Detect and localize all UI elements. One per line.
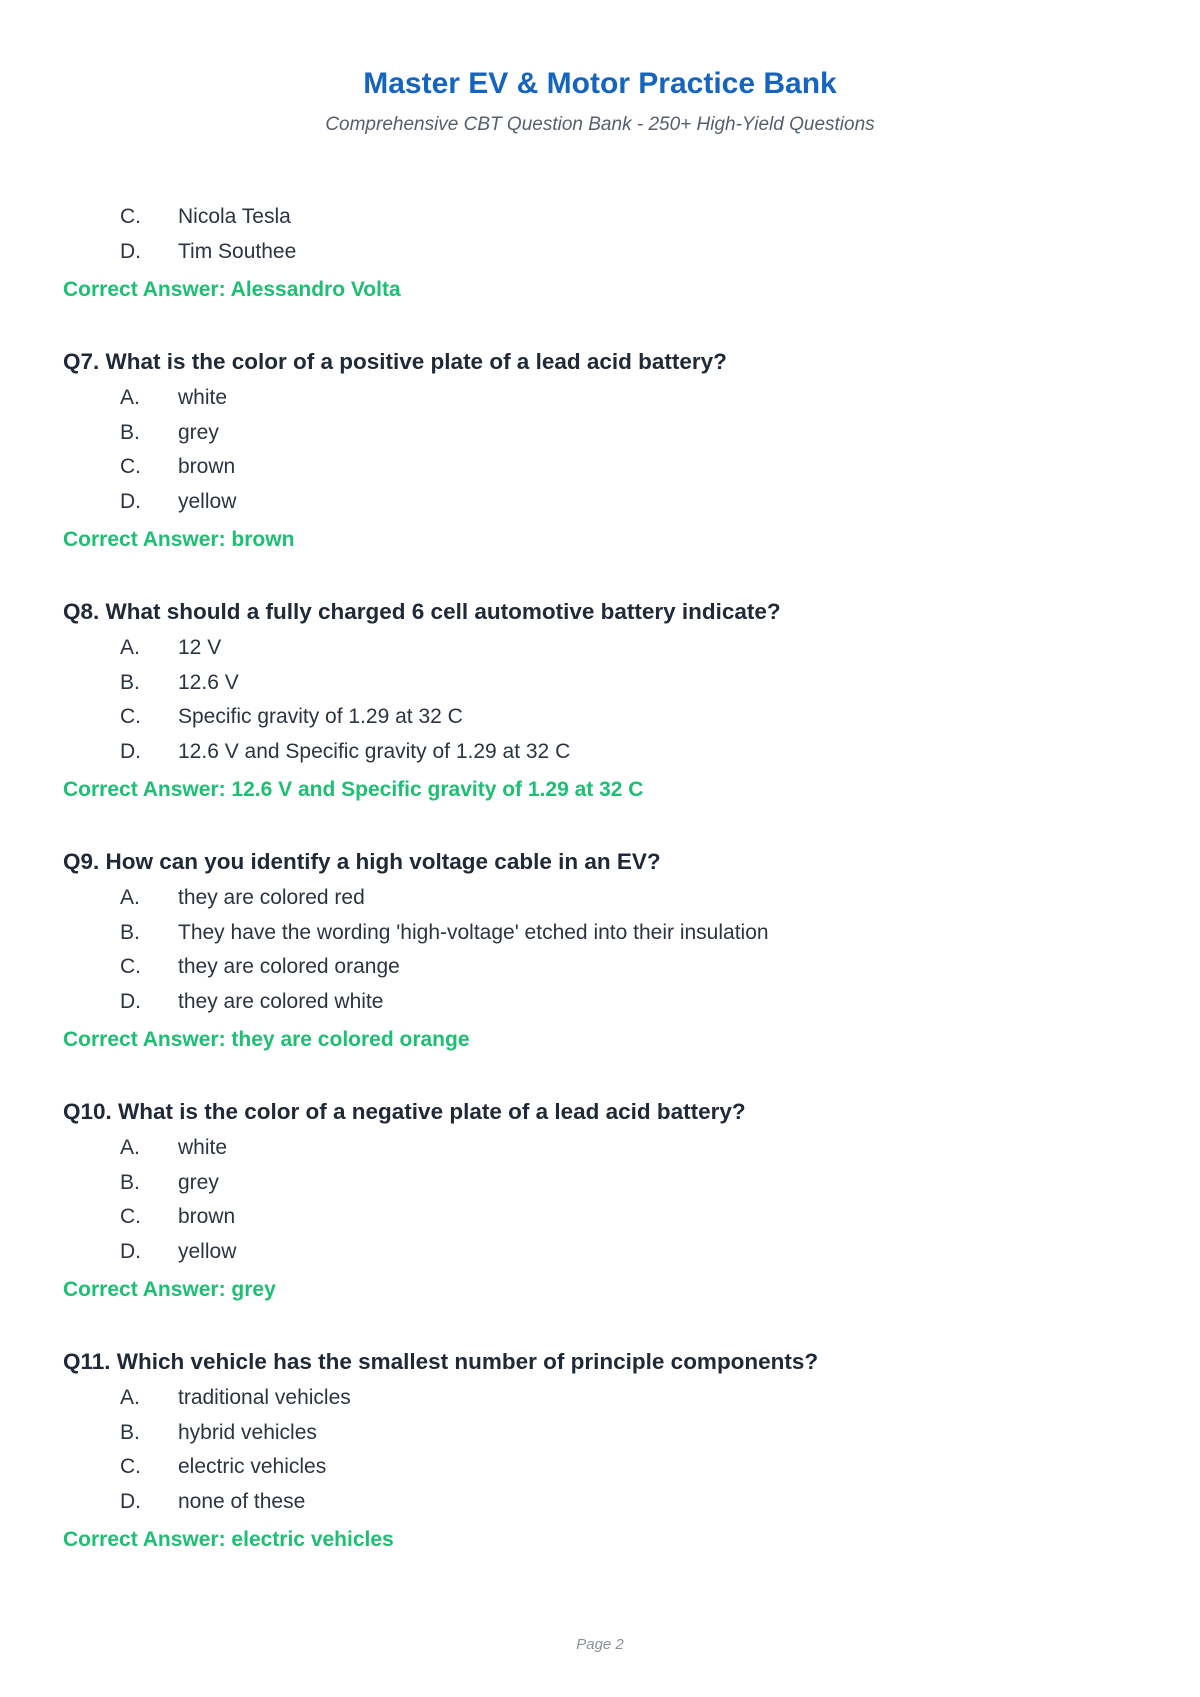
option-letter: B. [120, 420, 140, 444]
option-text: grey [178, 420, 219, 444]
option-text: traditional vehicles [178, 1386, 351, 1410]
page-number: Page 2 [576, 1636, 624, 1653]
option-text: 12 V [178, 636, 222, 660]
option-text: yellow [178, 1239, 237, 1263]
option-letter: D. [120, 239, 141, 263]
option-letter: D. [120, 739, 141, 763]
option-item [63, 1235, 1143, 1270]
option-item [63, 700, 1143, 735]
option-item [63, 485, 1143, 520]
correct-answer: Correct Answer: Alessandro Volta [63, 278, 401, 301]
option-text: electric vehicles [178, 1455, 327, 1479]
correct-answer: Correct Answer: grey [63, 1278, 276, 1301]
option-item [63, 416, 1143, 451]
page-header [0, 64, 1200, 138]
option-letter: A. [120, 636, 140, 660]
option-letter: C. [120, 955, 141, 979]
option-item [63, 1450, 1143, 1485]
option-letter: B. [120, 1420, 140, 1444]
option-text: hybrid vehicles [178, 1420, 317, 1444]
option-item [63, 916, 1143, 951]
option-letter: A. [120, 386, 140, 410]
question-text: Q8. What should a fully charged 6 cell automotive battery indicate? [63, 599, 781, 624]
option-text: 12.6 V and Specific gravity of 1.29 at 32 C [178, 739, 571, 763]
document-title: Master EV & Motor Practice Bank [363, 67, 837, 100]
option-text: Nicola Tesla [178, 205, 291, 229]
correct-answer: Correct Answer: electric vehicles [63, 1528, 394, 1551]
option-letter: B. [120, 670, 140, 694]
question-list [63, 200, 1143, 1555]
option-item [63, 381, 1143, 416]
option-letter: D. [120, 1489, 141, 1513]
option-letter: A. [120, 1136, 140, 1160]
question-text: Q9. How can you identify a high voltage cable in an EV? [63, 849, 661, 874]
option-text: none of these [178, 1489, 306, 1513]
option-letter: C. [120, 455, 141, 479]
question-q9 [63, 847, 1143, 1055]
option-item [63, 666, 1143, 701]
option-text: yellow [178, 489, 237, 513]
option-text: grey [178, 1170, 219, 1194]
option-item [63, 1200, 1143, 1235]
option-item [63, 235, 1143, 270]
correct-answer: Correct Answer: 12.6 V and Specific gravity of 1.29 at 32 C [63, 778, 644, 801]
option-text: 12.6 V [178, 670, 239, 694]
question-q10 [63, 1097, 1143, 1305]
option-item [63, 985, 1143, 1020]
option-item [63, 200, 1143, 235]
option-letter: C. [120, 1455, 141, 1479]
option-letter: C. [120, 705, 141, 729]
question-text: Q10. What is the color of a negative plate of a lead acid battery? [63, 1099, 746, 1124]
option-letter: D. [120, 489, 141, 513]
option-letter: C. [120, 1205, 141, 1229]
option-text: white [178, 1136, 228, 1160]
option-item [63, 631, 1143, 666]
option-letter: D. [120, 989, 141, 1013]
question-q7 [63, 347, 1143, 555]
option-text: brown [178, 1205, 236, 1229]
option-text: Specific gravity of 1.29 at 32 C [178, 705, 463, 729]
option-letter: C. [120, 205, 141, 229]
option-letter: A. [120, 886, 140, 910]
option-item [63, 1416, 1143, 1451]
option-letter: B. [120, 1170, 140, 1194]
question-text: Q11. Which vehicle has the smallest number of principle components? [63, 1349, 819, 1374]
option-text: they are colored white [178, 989, 384, 1013]
correct-answer: Correct Answer: brown [63, 528, 295, 551]
option-item [63, 881, 1143, 916]
continued-question [63, 200, 1143, 305]
option-text: they are colored red [178, 886, 365, 910]
option-item [63, 735, 1143, 770]
option-letter: D. [120, 1239, 141, 1263]
option-text: brown [178, 455, 236, 479]
option-item [63, 1166, 1143, 1201]
option-item [63, 450, 1143, 485]
question-q8 [63, 597, 1143, 805]
option-text: white [178, 386, 228, 410]
option-item [63, 950, 1143, 985]
document-subtitle: Comprehensive CBT Question Bank - 250+ High-Yield Questions [325, 114, 875, 135]
option-item [63, 1381, 1143, 1416]
option-letter: B. [120, 920, 140, 944]
option-item [63, 1131, 1143, 1166]
question-q11 [63, 1347, 1143, 1555]
question-text: Q7. What is the color of a positive plate of a lead acid battery? [63, 349, 727, 374]
option-text: Tim Southee [178, 239, 297, 263]
option-letter: A. [120, 1386, 140, 1410]
option-text: they are colored orange [178, 955, 400, 979]
option-text: They have the wording 'high-voltage' etched into their insulation [178, 920, 769, 944]
correct-answer: Correct Answer: they are colored orange [63, 1028, 470, 1051]
option-item [63, 1485, 1143, 1520]
